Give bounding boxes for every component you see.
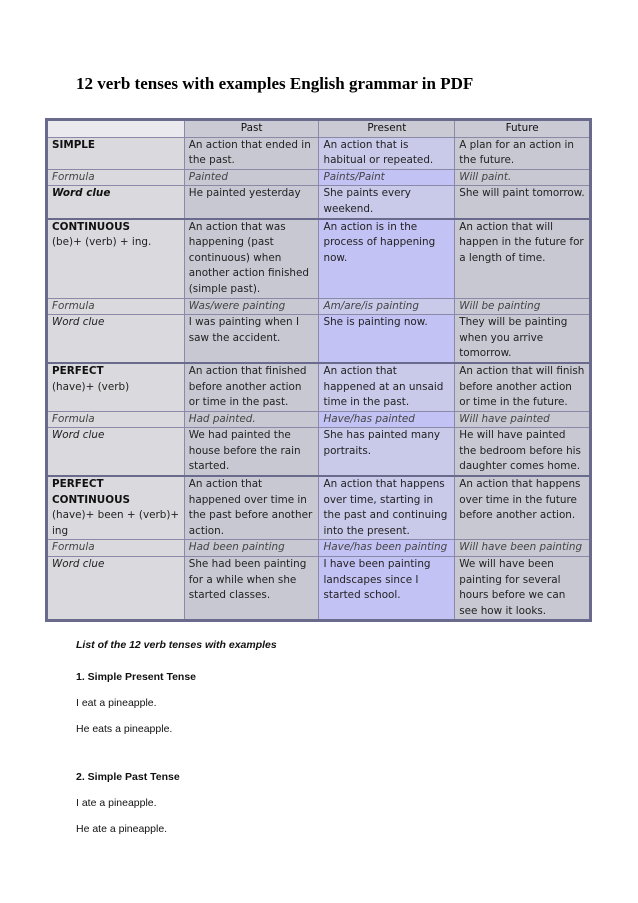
- definition-future: An action that happens over time in the future before another action.: [455, 476, 591, 540]
- table-row: [47, 219, 591, 298]
- clue-past: I was painting when I saw the accident.: [184, 315, 319, 363]
- table-row: [47, 298, 591, 315]
- formula-label: Formula: [47, 298, 185, 315]
- formula-label: Formula: [47, 169, 185, 186]
- tense-name: SIMPLE: [52, 138, 96, 151]
- item1-heading: 1. Simple Present Tense: [76, 671, 197, 683]
- table-row: [47, 169, 591, 186]
- word-clue-label: [47, 186, 185, 219]
- definition-present: An action that happens over time, starting in the past and continuing into the present.: [319, 476, 455, 540]
- clue-future: They will be painting when you arrive tomorrow.: [455, 315, 591, 363]
- definition-past: An action that ended in the past.: [184, 137, 319, 169]
- word-clue-label: Word clue: [47, 315, 185, 363]
- table-row: [47, 476, 591, 540]
- definition-past: An action that finished before another action or time in the past.: [184, 363, 319, 411]
- item1-example1: I eat a pineapple.: [76, 697, 157, 709]
- definition-present: An action that happened at an unsaid time in the past.: [319, 363, 455, 411]
- table-row: [47, 137, 591, 169]
- formula-future: Will paint.: [455, 169, 591, 186]
- list-heading: List of the 12 verb tenses with examples: [76, 639, 277, 651]
- clue-present: She paints every weekend.: [319, 186, 455, 219]
- formula-present: Have/has been painting: [319, 540, 455, 557]
- document-title: 12 verb tenses with examples English grammar in PDF: [76, 74, 474, 93]
- header-corner: [47, 120, 185, 138]
- formula-present: Have/has painted: [319, 411, 455, 428]
- clue-future: She will paint tomorrow.: [455, 186, 591, 219]
- item2-example1: I ate a pineapple.: [76, 797, 157, 809]
- clue-future: We will have been painting for several hours before we can see how it looks.: [455, 557, 591, 621]
- tense-name-cell: [47, 137, 185, 169]
- header-past: Past: [184, 120, 319, 138]
- word-clue-label: Word clue: [47, 428, 185, 476]
- tense-formula: (have)+ been + (verb)+ ing: [52, 509, 180, 537]
- formula-past: Painted: [184, 169, 319, 186]
- formula-future: Will be painting: [455, 298, 591, 315]
- tense-formula: (be)+ (verb) + ing.: [52, 236, 152, 249]
- word-clue-text: Word clue: [52, 187, 111, 200]
- table-row: [47, 363, 591, 411]
- formula-future: Will have painted: [455, 411, 591, 428]
- definition-future: An action that will finish before another action or time in the future.: [455, 363, 591, 411]
- clue-past: He painted yesterday: [184, 186, 319, 219]
- clue-present: She is painting now.: [319, 315, 455, 363]
- table-row: [47, 540, 591, 557]
- tense-name: PERFECT: [52, 364, 104, 377]
- clue-past: We had painted the house before the rain started.: [184, 428, 319, 476]
- clue-past: She had been painting for a while when she started classes.: [184, 557, 319, 621]
- item2-heading: 2. Simple Past Tense: [76, 771, 180, 783]
- table-header-row: [47, 120, 591, 138]
- definition-future: An action that will happen in the future for a length of time.: [455, 219, 591, 298]
- definition-present: An action that is habitual or repeated.: [319, 137, 455, 169]
- formula-present: Paints/Paint: [319, 169, 455, 186]
- tense-name-cell: [47, 476, 185, 540]
- clue-present: I have been painting landscapes since I started school.: [319, 557, 455, 621]
- clue-present: She has painted many portraits.: [319, 428, 455, 476]
- formula-past: Was/were painting: [184, 298, 319, 315]
- definition-future: A plan for an action in the future.: [455, 137, 591, 169]
- formula-past: Had been painting: [184, 540, 319, 557]
- formula-present: Am/are/is painting: [319, 298, 455, 315]
- formula-future: Will have been painting: [455, 540, 591, 557]
- table-row: [47, 428, 591, 476]
- item2-example2: He ate a pineapple.: [76, 823, 168, 835]
- definition-past: An action that happened over time in the past before another action.: [184, 476, 319, 540]
- table-row: [47, 186, 591, 219]
- definition-present: An action is in the process of happening now.: [319, 219, 455, 298]
- tense-name: PERFECT CONTINUOUS: [52, 478, 130, 506]
- tense-formula: (have)+ (verb): [52, 380, 130, 393]
- clue-future: He will have painted the bedroom before his daughter comes home.: [455, 428, 591, 476]
- header-future: Future: [455, 120, 591, 138]
- table-row: [47, 411, 591, 428]
- tense-name-cell: [47, 363, 185, 411]
- definition-past: An action that was happening (past continuous) when another action finished (simple past).: [184, 219, 319, 298]
- item1-example2: He eats a pineapple.: [76, 723, 173, 735]
- header-present: Present: [319, 120, 455, 138]
- tense-name: CONTINUOUS: [52, 220, 130, 233]
- formula-past: Had painted.: [184, 411, 319, 428]
- table-row: [47, 557, 591, 621]
- formula-label: Formula: [47, 411, 185, 428]
- tense-name-cell: [47, 219, 185, 298]
- formula-label: Formula: [47, 540, 185, 557]
- word-clue-label: Word clue: [47, 557, 185, 621]
- verb-tense-table: [45, 118, 592, 622]
- table-row: [47, 315, 591, 363]
